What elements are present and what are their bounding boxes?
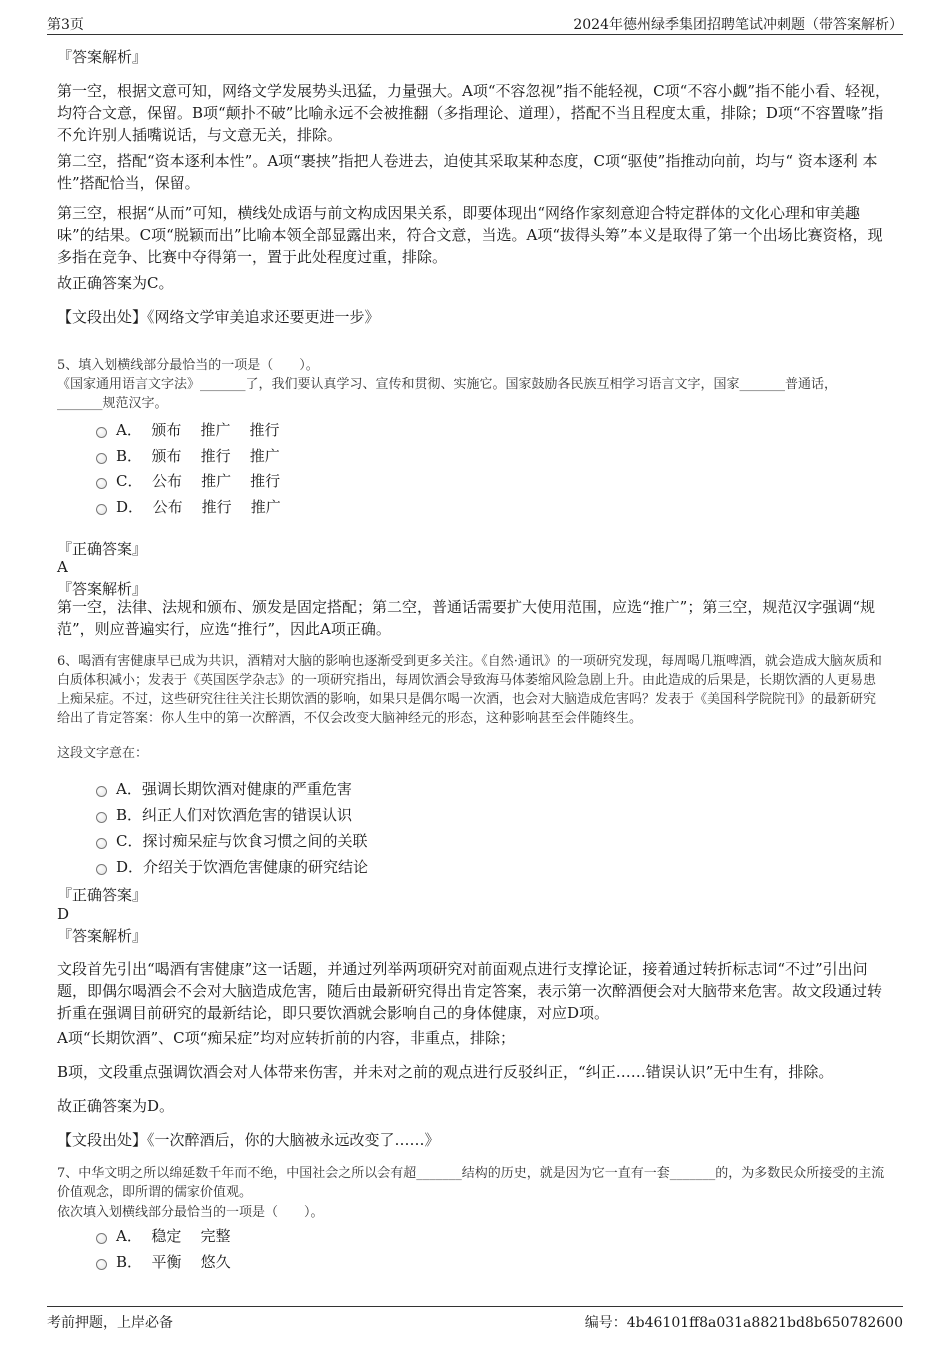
q6-analysis-p1: 文段首先引出“喝酒有害健康”这一话题，并通过列举两项研究对前面观点进行支撑论证，接着通过转折标志词“不过”引出问题，即偶尔喝酒会不会对大脑造成危害，随后由最新研究得出肯定答案，表示第一次醉酒便会对大脑带来危害。故文段通过转折重在强调目前研究的最新结论，即只要饮酒就会影响自己的身体健康，对应D项。: [57, 960, 883, 1022]
q6-analysis-p2: A项“长期饮酒”、C项“痴呆症”均对应转折前的内容，非重点，排除；: [57, 1029, 515, 1047]
q6-analysis-label: 『答案解析』: [57, 927, 148, 945]
q6-analysis-p3: B项，文段重点强调饮酒会对人体带来伤害，并未对之前的观点进行反驳纠正，“纠正……错误认识”无中生有，排除。: [57, 1063, 834, 1081]
q5-stem: 5、填入划横线部分最恰当的一项是（ ）。: [57, 358, 319, 373]
q7-option-a[interactable]: A． 稳定 完整: [96, 1226, 230, 1246]
radio-button[interactable]: [96, 478, 107, 489]
radio-button[interactable]: [96, 427, 107, 438]
document-title: 2024年德州绿季集团招聘笔试冲刺题（带答案解析）: [573, 17, 903, 33]
q5-option-a[interactable]: A． 颁布 推广 推行: [96, 420, 280, 440]
footer-divider: [47, 1306, 903, 1307]
q4-analysis-label: 『答案解析』: [57, 48, 148, 66]
q5-answer-label: 『正确答案』: [57, 540, 148, 558]
radio-button[interactable]: [96, 1259, 107, 1270]
footer-slogan: 考前押题，上岸必备: [47, 1315, 173, 1331]
q7-stem: 7、中华文明之所以绵延数千年而不绝，中国社会之所以会有超_______结构的历史，就是因为它一直有一套_______的，为多数民众所接受的主流价值观念，即所谓的儒家价值观。: [57, 1166, 885, 1200]
radio-button[interactable]: [96, 504, 107, 515]
q6-stem: 6、喝酒有害健康早已成为共识，酒精对大脑的影响也逐渐受到更多关注。《自然·通讯》的一项研究发现，每周喝几瓶啤酒，就会造成大脑灰质和白质体积减小；发表于《英国医学杂志》的一项研究指出，每周饮酒会导致海马体萎缩风险急剧上升。由此造成的后果是，长期饮酒的人更易患上痴呆症。不过，这些研究往往关注长期饮酒的影响，如果只是偶尔喝一次酒，也会对大脑造成危害吗？发表于《美国科学院院刊》的最新研究给出了肯定答案：你人生中的第一次醉酒，不仅会改变大脑神经元的形态，这种影响甚至会伴随终生。: [57, 654, 882, 726]
q6-answer: D: [57, 905, 70, 923]
q6-option-d[interactable]: D．介绍关于饮酒危害健康的研究结论: [96, 857, 368, 877]
q5-analysis: 第一空，法律、法规和颁布、颁发是固定搭配；第二空，普通话需要扩大使用范围，应选“推广”；第三空，规范汉字强调“规范”，则应普遍实行，应选“推行”，因此A项正确。: [57, 598, 876, 638]
q6-question: 这段文字意在：: [57, 746, 149, 761]
q5-option-d[interactable]: D． 公布 推行 推广: [96, 497, 281, 517]
q5-option-b[interactable]: B． 颁布 推行 推广: [96, 446, 280, 466]
q6-source: 【文段出处】《一次醉酒后，你的大脑被永远改变了……》: [57, 1131, 440, 1149]
q5-option-c[interactable]: C． 公布 推广 推行: [96, 471, 280, 491]
header-divider: [47, 34, 903, 35]
radio-button[interactable]: [96, 864, 107, 875]
q6-conclusion: 故正确答案为D。: [57, 1097, 175, 1115]
q5-answer: A: [57, 558, 68, 576]
q4-analysis-p2: 第二空，搭配“资本逐利本性”。A项“裹挟”指把人卷进去，迫使其采取某种态度，C项“驱使”指推动向前，均与“ 资本逐利 本性”搭配恰当，保留。: [57, 152, 878, 192]
q6-option-c[interactable]: C．探讨痴呆症与饮食习惯之间的关联: [96, 831, 367, 851]
radio-button[interactable]: [96, 786, 107, 797]
radio-button[interactable]: [96, 1233, 107, 1244]
q5-text: 《国家通用语言文字法》_______了，我们要认真学习、宣传和贯彻、实施它。国家鼓励各民族互相学习语言文字，国家_______普通话，_______规范汉字。: [57, 377, 838, 411]
q4-source: 【文段出处】《网络文学审美追求还要更进一步》: [57, 308, 380, 326]
q5-analysis-label: 『答案解析』: [57, 580, 148, 598]
q6-option-b[interactable]: B．纠正人们对饮酒危害的错误认识: [96, 805, 352, 825]
q6-option-a[interactable]: A．强调长期饮酒对健康的严重危害: [96, 779, 352, 799]
radio-button[interactable]: [96, 812, 107, 823]
q6-answer-label: 『正确答案』: [57, 886, 148, 904]
q7-option-b[interactable]: B． 平衡 悠久: [96, 1252, 231, 1272]
page-number: 第3页: [47, 17, 84, 33]
radio-button[interactable]: [96, 453, 107, 464]
q4-analysis-p3: 第三空，根据“从而”可知，横线处成语与前文构成因果关系，即要体现出“网络作家刻意迎合特定群体的文化心理和审美趣味”的结果。C项“脱颖而出”比喻本领全部显露出来，符合文意，当选。A项“拔得头筹”本义是取得了第一个出场比赛资格，现多指在竞争、比赛中夺得第一，置于此处程度过重，排除。: [57, 204, 883, 266]
q4-analysis-p1: 第一空，根据文意可知，网络文学发展势头迅猛，力量强大。A项“不容忽视”指不能轻视，C项“不容小觑”指不能小看、轻视，均符合文意，保留。B项“颠扑不破”比喻永远不会被推翻（多指理论、道理），搭配不当且程度太重，排除；D项“不容置喙”指不允许别人插嘴说话，与文意无关，排除。: [57, 82, 890, 144]
document-id: 编号：4b46101ff8a031a8821bd8b650782600: [584, 1315, 903, 1331]
q7-question: 依次填入划横线部分最恰当的一项是（ ）。: [57, 1205, 324, 1220]
radio-button[interactable]: [96, 838, 107, 849]
q4-conclusion: 故正确答案为C。: [57, 274, 174, 292]
